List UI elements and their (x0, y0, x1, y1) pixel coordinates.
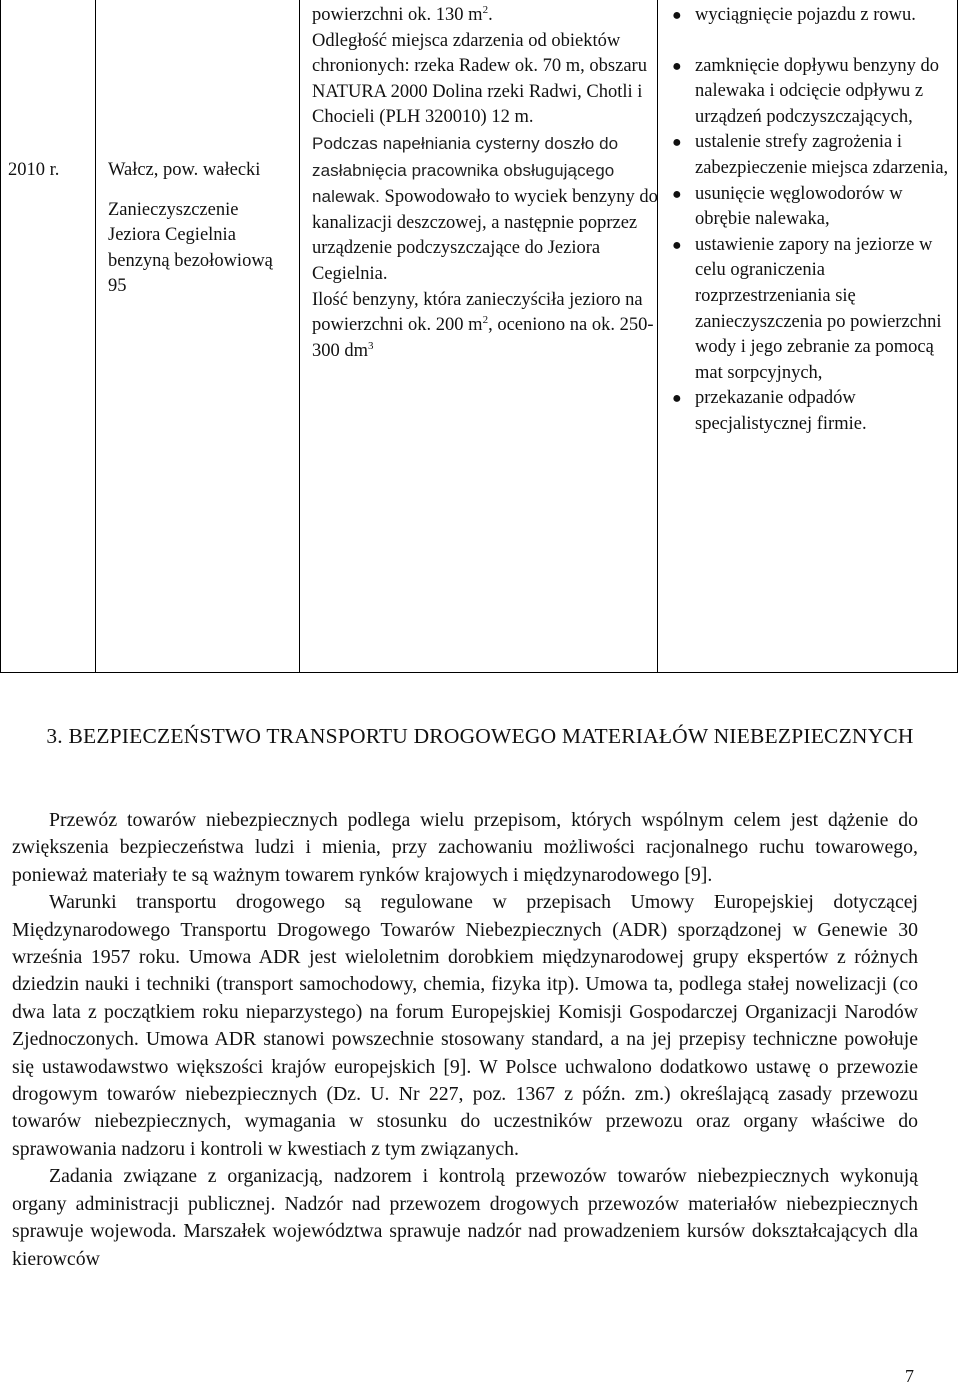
year-cell: 2010 r. (8, 160, 60, 180)
bullet-icon: ● (672, 57, 682, 75)
action-item: ● przekazanie odpadów specjalistycznej firmie. (672, 388, 867, 434)
action-item: ● ustawienie zapory na jeziorze w celu ograniczenia rozprzestrzeniania się zanieczyszczenia po powierzchni wody i jego zebranie za pomocą mat sorpcyjnych, (672, 234, 942, 383)
incident-table (0, 0, 960, 673)
table-border-left (0, 0, 1, 673)
bullet-icon: ● (672, 185, 682, 203)
action-item: ● wyciągnięcie pojazdu z rowu. (668, 3, 956, 29)
table-border-right (957, 0, 958, 673)
description-line1: powierzchni ok. 130 $m^2$. (312, 4, 493, 25)
action-item: ● usunięcie węglowodorów w obrębie nalewaka, (672, 183, 903, 230)
bullet-icon: ● (672, 236, 682, 254)
description-para2: Podczas napełniania cysterny doszło do zasłabnięcia pracownika obsługującego nalewak. Spowodowało to wyciek benzyny do kanalizacji deszczowej, a następnie poprzez urządzenie podczyszczające do Jeziora Cegielnia. (312, 133, 658, 284)
description-para3: Ilość benzyny, która zanieczyściła jezioro na powierzchni ok. 200 $m^2$, oceniono na ok. 250-300 $dm^3$ (312, 289, 654, 361)
section-heading-text: 3. BEZPIECZEŃSTWO TRANSPORTU DROGOWEGO MATERIAŁÓW NIEBEZPIECZNYCH (46, 724, 914, 748)
paragraph: Warunki transportu drogowego są regulowane w przepisach Umowy Europejskiej dotyczącej Międzynarodowego Transportu Drogowego Towarów Niebezpiecznych (ADR) sporządzonej w Genewie 30 września 1957 roku. Umowa ADR jest wieloletnim dorobkiem międzynarodowej grupy ekspertów z różnych dziedzin nauki i techniki (transport samochodowy, chemia, fizyka itp). Umowa ta, podlega stałej nowelizacji (co dwa lata z początkiem roku nieparzystego) na forum Europejskiej Komisji Gospodarczej Organizacji Narodów Zjednoczonych. Umowa ADR stanowi powszechnie stosowany standard, a na jej przepisy techniczne powołuje się ustawodawstwo większości krajów europejskich [9]. W Polsce uchwalono dodatkowo ustawę o przewozie drogowym towarów niebezpiecznych (Dz. U. Nr 227, poz. 1367 z późn. zm.) określającą zasady przewozu towarów niebezpiecznych, wymagania w stosunku do uczestników przewozu oraz organy właściwe do sprawowania nadzoru i kontroli w kwestiach z tym związanych. (12, 891, 918, 1160)
bullet-icon: ● (672, 134, 682, 152)
bullet-icon: ● (672, 390, 682, 408)
paragraph: Zadania związane z organizacją, nadzorem i kontrolą przewozów towarów niebezpiecznych wykonują organy administracji publicznej. Nadzór nad przewozem drogowych przewozów materiałów niebezpiecznych sprawuje wojewoda. Marszałek województwa sprawuje nadzór nad prowadzeniem kursów dokształcających dla kierowców (12, 1165, 918, 1270)
incident-title: Zanieczyszczenie Jeziora Cegielnia benzyną bezołowiową 95 (108, 199, 273, 297)
body-text (12, 807, 918, 1273)
description-para1: Odległość miejsca zdarzenia od obiektów chronionych: rzeka Radew ok. 70 m, obszaru NATURA 2000 Dolina rzeki Radwi, Chotli i Chocieli (PLH 320010) 12 m. (312, 30, 647, 128)
table-divider-2 (299, 0, 300, 673)
place-cell (108, 158, 290, 300)
bullet-icon: ● (672, 7, 682, 24)
location-text: Wałcz, pow. wałecki (108, 160, 261, 180)
action-item: ● ustalenie strefy zagrożenia i zabezpieczenie miejsca zdarzenia, (672, 132, 949, 178)
description-cell (312, 3, 662, 364)
page-number: 7 (905, 1366, 914, 1386)
table-border-bottom (0, 672, 958, 673)
action-item: ● zamknięcie dopływu benzyny do nalewaka i odcięcie odpływu z urządzeń podczyszczających, (672, 55, 940, 127)
section-heading (0, 722, 960, 750)
actions-cell (668, 3, 956, 438)
paragraph: Przewóz towarów niebezpiecznych podlega wielu przepisom, których wspólnym celem jest dążenie do zwiększenia bezpieczeństwa ludzi i mienia, przy zachowaniu możliwości racjonalnego ruchu towarowego, ponieważ materiały te są ważnym towarem rynków krajowych i międzynarodowego [9]. (12, 809, 918, 886)
table-divider-1 (95, 0, 96, 673)
